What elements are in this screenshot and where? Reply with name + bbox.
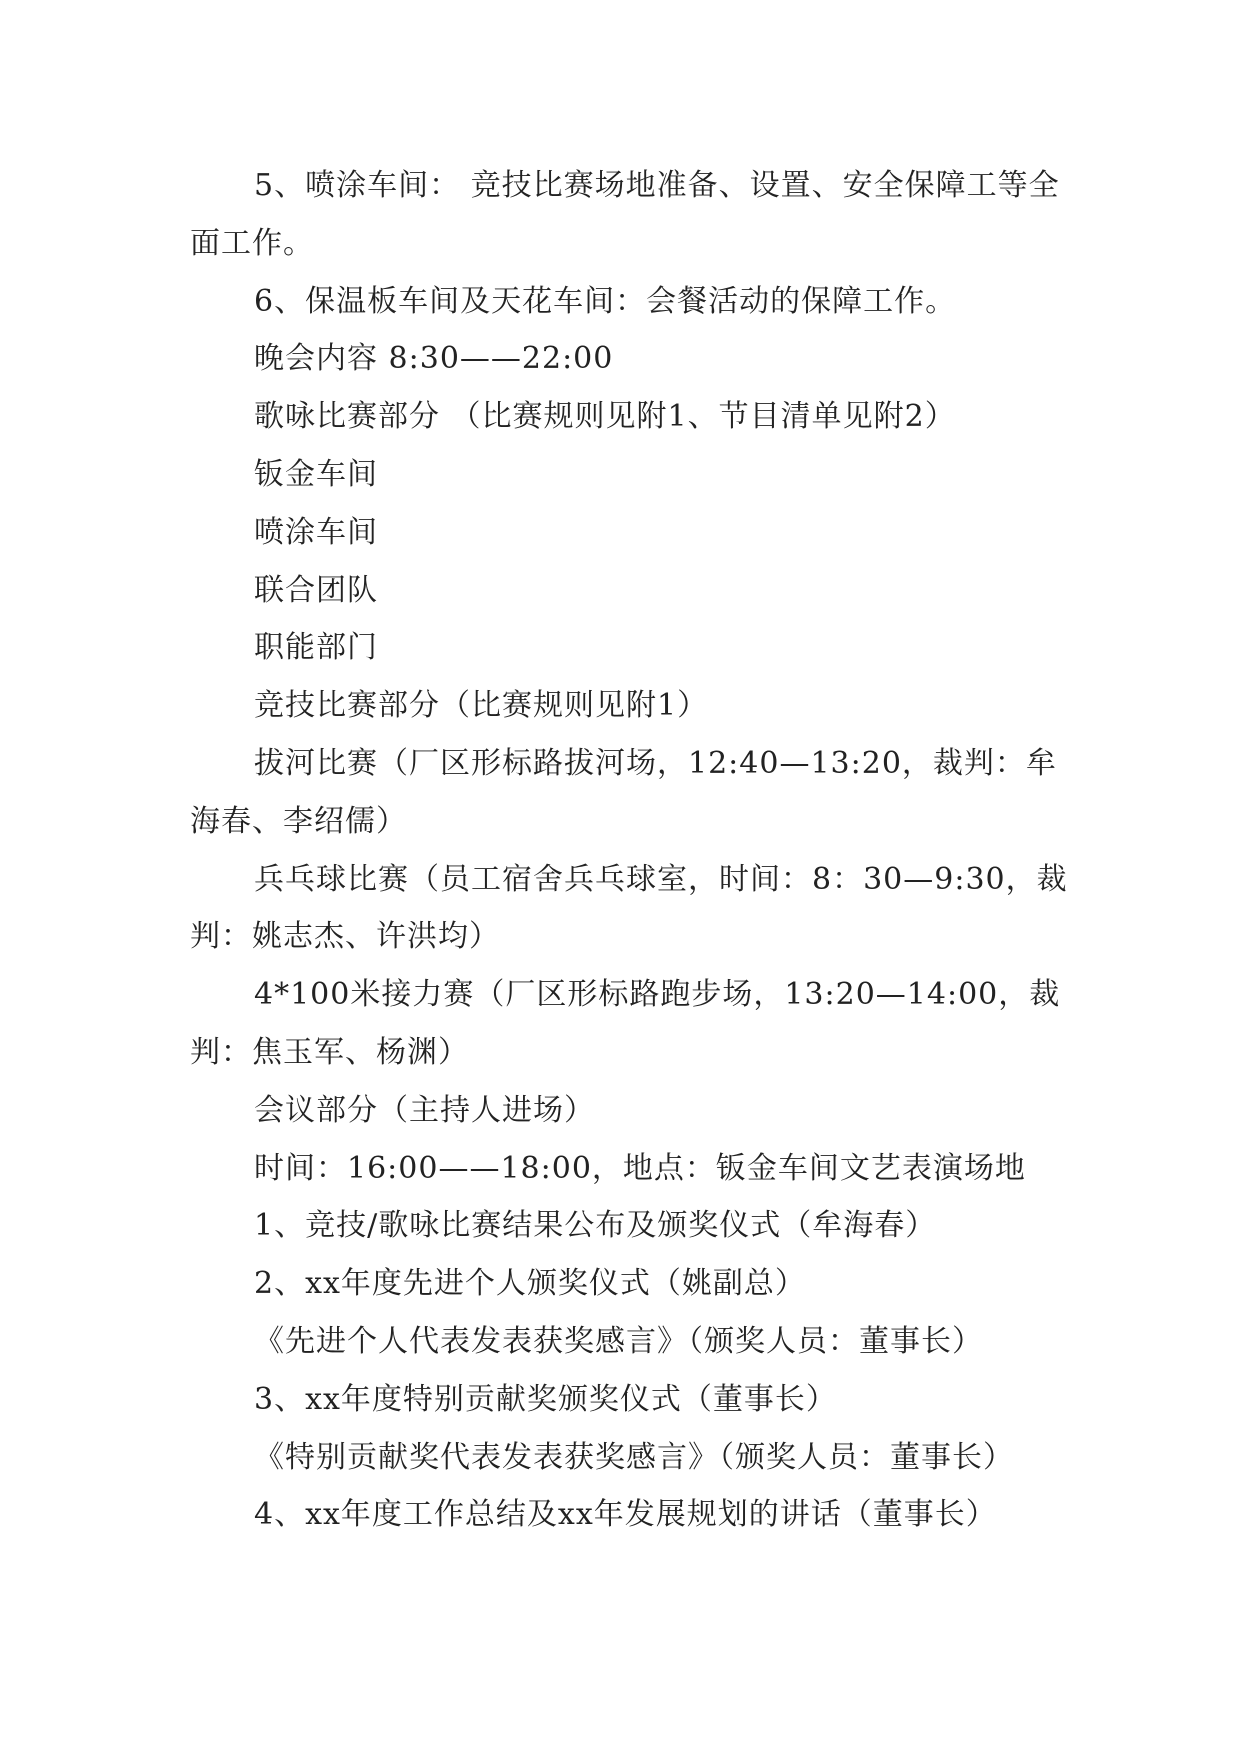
paragraph: 3、xx年度特别贡献奖颁奖仪式（董事长） bbox=[254, 1381, 837, 1417]
paragraph: 2、xx年度先进个人颁奖仪式（姚副总） bbox=[254, 1266, 806, 1302]
paragraph: 4、xx年度工作总结及xx年发展规划的讲话（董事长） bbox=[254, 1497, 997, 1533]
paragraph: 钣金车间 bbox=[254, 456, 378, 492]
paragraph: 5、喷涂车间： 竞技比赛场地准备、设置、安全保障工等全面工作。 bbox=[190, 168, 1060, 261]
paragraph: 拔河比赛（厂区形标路拔河场，12:40—13:20，裁判：牟海春、李绍儒） bbox=[190, 745, 1057, 839]
paragraph: 兵乓球比赛（员工宿舍兵乓球室，时间：8：30—9:30，裁判：姚志杰、许洪均） bbox=[190, 861, 1068, 955]
paragraph: 《先进个人代表发表获奖感言》（颁奖人员：董事长） bbox=[254, 1323, 983, 1359]
paragraph: 1、竞技/歌咏比赛结果公布及颁奖仪式（牟海春） bbox=[254, 1208, 937, 1244]
paragraph: 晚会内容 8:30——22:00 bbox=[254, 341, 614, 377]
paragraph: 职能部门 bbox=[254, 630, 378, 666]
paragraph: 时间：16:00——18:00，地点：钣金车间文艺表演场地 bbox=[254, 1150, 1026, 1186]
document-body bbox=[190, 157, 1070, 1544]
paragraph: 4*100米接力赛（厂区形标路跑步场，13:20—14:00，裁判：焦玉军、杨渊） bbox=[190, 977, 1061, 1070]
paragraph: 歌咏比赛部分 （比赛规则见附1、节目清单见附2） bbox=[254, 399, 956, 435]
paragraph: 联合团队 bbox=[254, 572, 378, 608]
paragraph: 竞技比赛部分（比赛规则见附1） bbox=[254, 688, 709, 724]
paragraph: 《特别贡献奖代表发表获奖感言》（颁奖人员：董事长） bbox=[254, 1439, 1014, 1475]
paragraph: 6、保温板车间及天花车间：会餐活动的保障工作。 bbox=[254, 283, 957, 319]
paragraph: 喷涂车间 bbox=[254, 514, 378, 550]
paragraph: 会议部分（主持人进场） bbox=[254, 1092, 595, 1128]
